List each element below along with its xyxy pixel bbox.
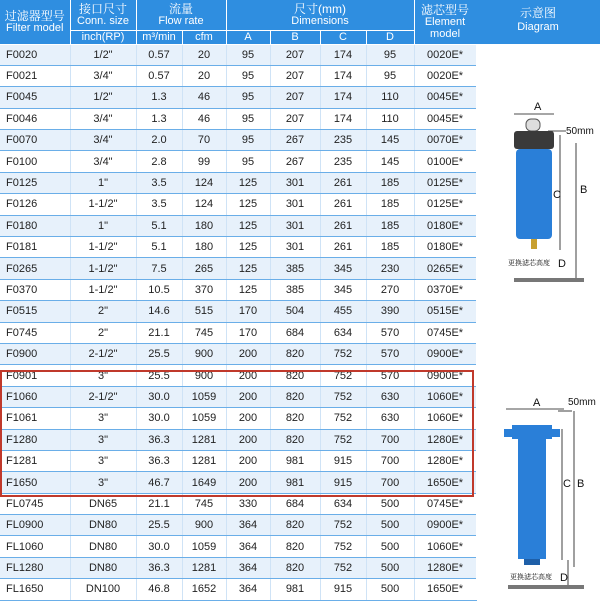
cell-dim-d: 570 [366, 343, 414, 364]
cell-conn: 3/4" [70, 151, 136, 172]
cell-dim-c: 634 [320, 493, 366, 514]
diagram1-label-c: C [553, 189, 561, 201]
cell-model: F0126 [0, 194, 70, 215]
cell-dim-b: 385 [270, 279, 320, 300]
cell-dim-d: 390 [366, 301, 414, 322]
table-row [0, 237, 476, 258]
diagram1-label-d: D [558, 258, 566, 270]
cell-flow-cfm: 1059 [182, 536, 226, 557]
cell-dim-c: 634 [320, 322, 366, 343]
cell-flow-cfm: 1281 [182, 557, 226, 578]
header-conn-unit: inch(RP) [70, 30, 136, 44]
cell-dim-c: 261 [320, 215, 366, 236]
header-dimensions: 尺寸(mm) Dimensions [226, 0, 414, 30]
cell-dim-c: 455 [320, 301, 366, 322]
cell-model: FL1060 [0, 536, 70, 557]
cell-dim-b: 684 [270, 493, 320, 514]
cell-dim-b: 684 [270, 322, 320, 343]
cell-model: F0045 [0, 87, 70, 108]
cell-flow-cfm: 1059 [182, 408, 226, 429]
cell-dim-a: 200 [226, 343, 270, 364]
cell-conn: 1-1/2" [70, 279, 136, 300]
cell-model: F0070 [0, 130, 70, 151]
cell-flow-m3: 2.0 [136, 130, 182, 151]
diagram2-label-a: A [533, 397, 541, 409]
cell-flow-m3: 10.5 [136, 279, 182, 300]
header-flow-cfm: cfm [182, 30, 226, 44]
table-row [0, 365, 476, 386]
diagram2-label-b: B [577, 478, 585, 490]
cell-dim-a: 95 [226, 130, 270, 151]
cell-element: 0900E* [414, 343, 476, 364]
cell-flow-cfm: 46 [182, 87, 226, 108]
cell-dim-a: 95 [226, 44, 270, 65]
cell-dim-d: 570 [366, 322, 414, 343]
header-model: 过滤器型号 Filter model [0, 0, 70, 44]
table-row [0, 408, 476, 429]
table-row [0, 65, 476, 86]
cell-dim-d: 185 [366, 172, 414, 193]
cell-model: F0021 [0, 65, 70, 86]
cell-flow-m3: 1.3 [136, 108, 182, 129]
cell-flow-m3: 25.5 [136, 365, 182, 386]
cell-element: 1650E* [414, 472, 476, 493]
header-diagram: 示意图 Diagram [476, 0, 600, 44]
cell-conn: 3" [70, 472, 136, 493]
cell-flow-cfm: 265 [182, 258, 226, 279]
cell-flow-cfm: 515 [182, 301, 226, 322]
cell-dim-a: 95 [226, 65, 270, 86]
cell-dim-c: 752 [320, 386, 366, 407]
cell-conn: 1-1/2" [70, 194, 136, 215]
cell-dim-c: 261 [320, 194, 366, 215]
table-row [0, 130, 476, 151]
cell-flow-cfm: 20 [182, 65, 226, 86]
cell-conn: 3/4" [70, 65, 136, 86]
cell-dim-a: 200 [226, 429, 270, 450]
table-row [0, 343, 476, 364]
table-row [0, 515, 476, 536]
cell-flow-m3: 0.57 [136, 44, 182, 65]
cell-dim-c: 752 [320, 343, 366, 364]
cell-dim-a: 170 [226, 322, 270, 343]
cell-dim-a: 200 [226, 408, 270, 429]
table-row [0, 108, 476, 129]
cell-dim-a: 330 [226, 493, 270, 514]
header-conn: 接口尺寸 Conn. size [70, 0, 136, 30]
cell-dim-b: 207 [270, 65, 320, 86]
cell-element: 0745E* [414, 493, 476, 514]
header-element: 滤芯型号 Element model [414, 0, 476, 44]
cell-dim-a: 200 [226, 472, 270, 493]
cell-dim-d: 185 [366, 194, 414, 215]
cell-dim-c: 915 [320, 579, 366, 600]
diagram2-flange-right [550, 429, 560, 437]
cell-dim-c: 174 [320, 87, 366, 108]
cell-conn: DN80 [70, 557, 136, 578]
cell-dim-d: 95 [366, 65, 414, 86]
cell-element: 1060E* [414, 408, 476, 429]
diagram1-label-a: A [534, 101, 542, 113]
cell-dim-a: 170 [226, 301, 270, 322]
cell-flow-m3: 3.5 [136, 194, 182, 215]
diagram1-bowl [516, 149, 552, 239]
cell-dim-c: 261 [320, 237, 366, 258]
cell-conn: 1/2" [70, 87, 136, 108]
cell-model: F0180 [0, 215, 70, 236]
cell-dim-d: 630 [366, 386, 414, 407]
cell-dim-a: 125 [226, 172, 270, 193]
cell-element: 0900E* [414, 365, 476, 386]
diagram2-flange-left [504, 429, 514, 437]
cell-conn: DN80 [70, 515, 136, 536]
cell-flow-cfm: 1059 [182, 386, 226, 407]
cell-model: F0100 [0, 151, 70, 172]
cell-flow-m3: 21.1 [136, 493, 182, 514]
cell-conn: 2" [70, 322, 136, 343]
spec-table-body [0, 44, 476, 600]
cell-dim-b: 301 [270, 172, 320, 193]
cell-element: 0745E* [414, 322, 476, 343]
cell-flow-m3: 36.3 [136, 429, 182, 450]
cell-dim-b: 301 [270, 215, 320, 236]
cell-dim-b: 301 [270, 237, 320, 258]
table-row [0, 172, 476, 193]
diagram1-replace-note: 更换滤芯高度 [508, 260, 550, 267]
cell-dim-b: 207 [270, 44, 320, 65]
header-dim-c: C [320, 30, 366, 44]
cell-model: F1281 [0, 450, 70, 471]
cell-flow-cfm: 1649 [182, 472, 226, 493]
cell-dim-b: 820 [270, 515, 320, 536]
cell-conn: 3/4" [70, 130, 136, 151]
cell-element: 0045E* [414, 87, 476, 108]
table-row [0, 472, 476, 493]
table-row [0, 536, 476, 557]
cell-conn: 1/2" [70, 44, 136, 65]
diagram2-label-c: C [563, 478, 571, 490]
cell-dim-b: 981 [270, 450, 320, 471]
cell-conn: 2-1/2" [70, 386, 136, 407]
table-row [0, 87, 476, 108]
cell-dim-b: 981 [270, 579, 320, 600]
cell-element: 0265E* [414, 258, 476, 279]
cell-dim-a: 125 [226, 279, 270, 300]
cell-flow-m3: 30.0 [136, 536, 182, 557]
cell-element: 0515E* [414, 301, 476, 322]
cell-dim-b: 207 [270, 87, 320, 108]
cell-dim-d: 500 [366, 579, 414, 600]
cell-conn: DN80 [70, 536, 136, 557]
cell-conn: 1" [70, 215, 136, 236]
table-row [0, 557, 476, 578]
cell-flow-cfm: 745 [182, 322, 226, 343]
cell-flow-cfm: 20 [182, 44, 226, 65]
cell-element: 0070E* [414, 130, 476, 151]
cell-flow-cfm: 124 [182, 194, 226, 215]
cell-flow-m3: 5.1 [136, 237, 182, 258]
cell-dim-b: 820 [270, 343, 320, 364]
cell-element: 0125E* [414, 172, 476, 193]
cell-model: FL1650 [0, 579, 70, 600]
cell-conn: 2-1/2" [70, 343, 136, 364]
cell-conn: 3" [70, 450, 136, 471]
cell-flow-m3: 21.1 [136, 322, 182, 343]
cell-dim-b: 267 [270, 130, 320, 151]
cell-dim-b: 820 [270, 365, 320, 386]
cell-dim-b: 820 [270, 386, 320, 407]
cell-model: FL1280 [0, 557, 70, 578]
cell-dim-d: 500 [366, 557, 414, 578]
cell-dim-a: 125 [226, 215, 270, 236]
cell-element: 0370E* [414, 279, 476, 300]
diagram1-drain [531, 239, 537, 249]
cell-model: F1280 [0, 429, 70, 450]
cell-dim-d: 110 [366, 87, 414, 108]
cell-dim-c: 345 [320, 258, 366, 279]
cell-flow-cfm: 70 [182, 130, 226, 151]
table-row [0, 322, 476, 343]
cell-flow-m3: 5.1 [136, 215, 182, 236]
diagram1-head [514, 131, 554, 149]
cell-dim-a: 200 [226, 386, 270, 407]
cell-flow-m3: 46.7 [136, 472, 182, 493]
cell-flow-m3: 3.5 [136, 172, 182, 193]
cell-flow-cfm: 1652 [182, 579, 226, 600]
cell-element: 0045E* [414, 108, 476, 129]
cell-conn: 1" [70, 172, 136, 193]
diagram2-label-d: D [560, 572, 568, 584]
cell-model: F0900 [0, 343, 70, 364]
cell-model: FL0745 [0, 493, 70, 514]
cell-model: F0020 [0, 44, 70, 65]
table-row [0, 301, 476, 322]
cell-flow-cfm: 1281 [182, 429, 226, 450]
cell-conn: 2" [70, 301, 136, 322]
cell-flow-m3: 36.3 [136, 557, 182, 578]
cell-element: 1060E* [414, 536, 476, 557]
cell-dim-c: 752 [320, 557, 366, 578]
cell-flow-cfm: 124 [182, 172, 226, 193]
cell-flow-m3: 46.8 [136, 579, 182, 600]
cell-model: F0370 [0, 279, 70, 300]
cell-dim-c: 752 [320, 536, 366, 557]
diagram2-base [524, 559, 540, 565]
cell-conn: 3" [70, 365, 136, 386]
cell-flow-cfm: 900 [182, 515, 226, 536]
table-row [0, 44, 476, 65]
cell-dim-c: 752 [320, 429, 366, 450]
filter-diagram-large [500, 385, 600, 595]
cell-element: 0180E* [414, 237, 476, 258]
cell-element: 1650E* [414, 579, 476, 600]
cell-element: 0020E* [414, 65, 476, 86]
table-row [0, 258, 476, 279]
table-row [0, 151, 476, 172]
cell-element: 1060E* [414, 386, 476, 407]
cell-dim-a: 95 [226, 108, 270, 129]
cell-element: 0180E* [414, 215, 476, 236]
table-row [0, 194, 476, 215]
cell-flow-m3: 25.5 [136, 343, 182, 364]
table-row [0, 215, 476, 236]
cell-model: F1060 [0, 386, 70, 407]
cell-dim-c: 261 [320, 172, 366, 193]
cell-conn: 3" [70, 429, 136, 450]
cell-dim-d: 500 [366, 493, 414, 514]
cell-dim-a: 364 [226, 557, 270, 578]
cell-dim-d: 700 [366, 472, 414, 493]
cell-flow-cfm: 180 [182, 215, 226, 236]
cell-flow-cfm: 745 [182, 493, 226, 514]
cell-flow-m3: 14.6 [136, 301, 182, 322]
cell-dim-d: 145 [366, 151, 414, 172]
cell-model: F0745 [0, 322, 70, 343]
cell-dim-a: 95 [226, 151, 270, 172]
table-row [0, 429, 476, 450]
table-row [0, 493, 476, 514]
cell-flow-m3: 2.8 [136, 151, 182, 172]
cell-flow-cfm: 370 [182, 279, 226, 300]
table-row [0, 450, 476, 471]
cell-dim-d: 700 [366, 450, 414, 471]
diagram1-floor [514, 278, 584, 282]
table-row [0, 279, 476, 300]
cell-element: 0100E* [414, 151, 476, 172]
cell-dim-b: 504 [270, 301, 320, 322]
cell-dim-c: 752 [320, 408, 366, 429]
cell-dim-c: 174 [320, 65, 366, 86]
cell-flow-cfm: 1281 [182, 450, 226, 471]
cell-dim-c: 752 [320, 365, 366, 386]
diagram2-floor [508, 585, 584, 589]
cell-conn: 3/4" [70, 108, 136, 129]
cell-dim-a: 364 [226, 579, 270, 600]
cell-flow-m3: 0.57 [136, 65, 182, 86]
cell-conn: 3" [70, 408, 136, 429]
cell-dim-c: 235 [320, 130, 366, 151]
cell-dim-a: 200 [226, 450, 270, 471]
cell-flow-cfm: 900 [182, 365, 226, 386]
cell-flow-m3: 30.0 [136, 408, 182, 429]
cell-flow-cfm: 46 [182, 108, 226, 129]
cell-dim-d: 185 [366, 215, 414, 236]
cell-flow-m3: 36.3 [136, 450, 182, 471]
diagram1-offset-label: 50mm [566, 126, 594, 137]
table-row [0, 386, 476, 407]
cell-dim-b: 207 [270, 108, 320, 129]
cell-dim-d: 630 [366, 408, 414, 429]
cell-flow-cfm: 99 [182, 151, 226, 172]
cell-dim-b: 301 [270, 194, 320, 215]
cell-dim-b: 820 [270, 408, 320, 429]
cell-model: F0181 [0, 237, 70, 258]
cell-model: F1061 [0, 408, 70, 429]
cell-dim-a: 200 [226, 365, 270, 386]
cell-dim-a: 95 [226, 87, 270, 108]
diagram2-bowl [518, 439, 546, 559]
cell-element: 1280E* [414, 450, 476, 471]
cell-dim-d: 230 [366, 258, 414, 279]
header-flow: 流量 Flow rate [136, 0, 226, 30]
cell-dim-c: 752 [320, 515, 366, 536]
cell-dim-b: 820 [270, 536, 320, 557]
diagram2-replace-note: 更换滤芯高度 [510, 574, 552, 581]
cell-dim-d: 700 [366, 429, 414, 450]
cell-flow-cfm: 900 [182, 343, 226, 364]
diagram2-offset-label: 50mm [568, 397, 596, 408]
cell-model: F1650 [0, 472, 70, 493]
cell-element: 1280E* [414, 557, 476, 578]
cell-dim-a: 364 [226, 515, 270, 536]
diagram2-head [512, 425, 552, 439]
cell-dim-b: 981 [270, 472, 320, 493]
cell-dim-c: 345 [320, 279, 366, 300]
header-dim-a: A [226, 30, 270, 44]
cell-dim-d: 570 [366, 365, 414, 386]
cell-dim-a: 125 [226, 237, 270, 258]
cell-element: 0900E* [414, 515, 476, 536]
cell-flow-cfm: 180 [182, 237, 226, 258]
cell-model: F0901 [0, 365, 70, 386]
cell-dim-c: 174 [320, 44, 366, 65]
cell-dim-c: 915 [320, 450, 366, 471]
cell-conn: 1-1/2" [70, 258, 136, 279]
cell-model: F0515 [0, 301, 70, 322]
cell-dim-b: 385 [270, 258, 320, 279]
cell-conn: 1-1/2" [70, 237, 136, 258]
cell-flow-m3: 25.5 [136, 515, 182, 536]
cell-dim-d: 145 [366, 130, 414, 151]
cell-dim-d: 500 [366, 515, 414, 536]
cell-flow-m3: 30.0 [136, 386, 182, 407]
cell-dim-a: 125 [226, 194, 270, 215]
header-dim-d: D [366, 30, 414, 44]
cell-dim-d: 185 [366, 237, 414, 258]
cell-dim-d: 270 [366, 279, 414, 300]
cell-dim-a: 364 [226, 536, 270, 557]
header-dim-b: B [270, 30, 320, 44]
cell-model: F0265 [0, 258, 70, 279]
cell-dim-c: 915 [320, 472, 366, 493]
cell-element: 0020E* [414, 44, 476, 65]
cell-dim-d: 95 [366, 44, 414, 65]
cell-dim-d: 110 [366, 108, 414, 129]
cell-dim-c: 235 [320, 151, 366, 172]
cell-dim-b: 820 [270, 429, 320, 450]
cell-dim-d: 500 [366, 536, 414, 557]
header-flow-m3: m³/min [136, 30, 182, 44]
table-row [0, 579, 476, 600]
diagram1-gauge [526, 119, 540, 131]
cell-flow-m3: 1.3 [136, 87, 182, 108]
cell-model: F0125 [0, 172, 70, 193]
cell-dim-b: 820 [270, 557, 320, 578]
cell-conn: DN100 [70, 579, 136, 600]
cell-model: F0046 [0, 108, 70, 129]
cell-conn: DN65 [70, 493, 136, 514]
cell-model: FL0900 [0, 515, 70, 536]
cell-element: 0125E* [414, 194, 476, 215]
cell-dim-b: 267 [270, 151, 320, 172]
diagram1-label-b: B [580, 184, 588, 196]
cell-flow-m3: 7.5 [136, 258, 182, 279]
cell-dim-a: 125 [226, 258, 270, 279]
cell-dim-c: 174 [320, 108, 366, 129]
filter-diagram-small [500, 95, 598, 290]
cell-element: 1280E* [414, 429, 476, 450]
